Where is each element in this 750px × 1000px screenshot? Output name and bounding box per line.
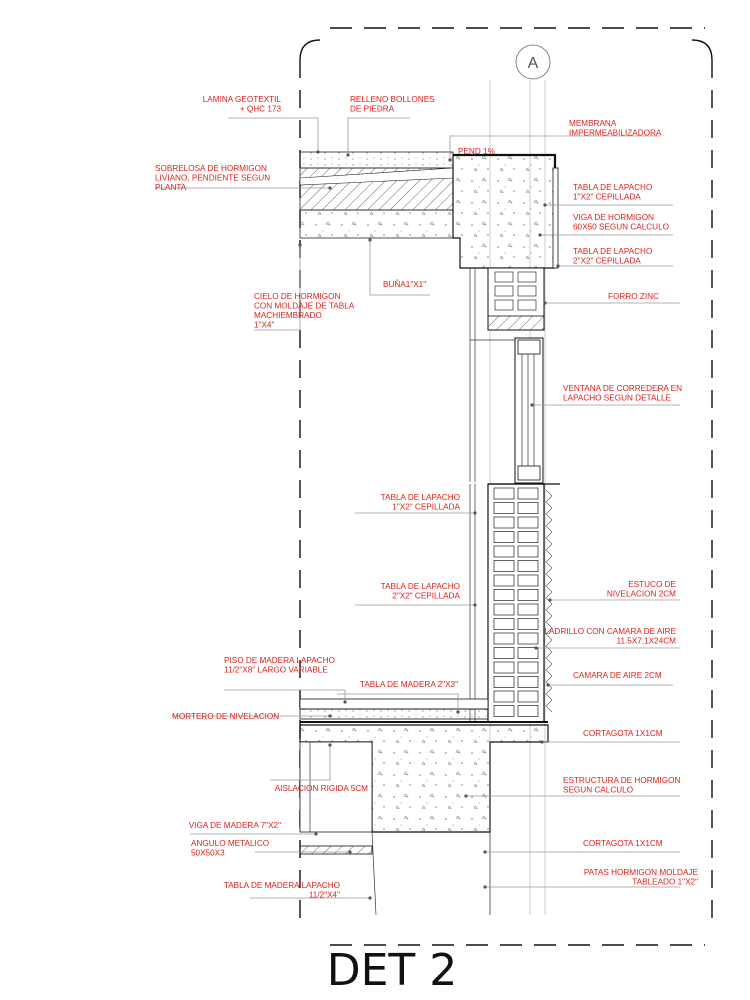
label-tabla4: TABLA DE LAPACHO 2"X2" CEPILLADA <box>380 582 460 601</box>
leader-dot-angulo <box>348 850 351 853</box>
label-tabla3: TABLA DE LAPACHO 1"X2" CEPILLADA <box>380 493 460 512</box>
leader-dot-aislacion <box>328 743 331 746</box>
section-marker: A <box>527 55 539 72</box>
leader-dot-membrana <box>448 158 451 161</box>
leader-relleno <box>348 118 410 155</box>
detail-title: DET 2 <box>326 945 458 996</box>
leader-dot-tablamadera <box>456 710 459 713</box>
leader-dot-ladrillo <box>534 646 537 649</box>
leader-dot-tabla4 <box>473 603 476 606</box>
label-estuco: ESTUCO DE NIVELACION 2CM <box>606 580 676 599</box>
label-angulo: ANGULO METALICO 50X50X3 <box>191 839 270 858</box>
brick-wall <box>470 484 560 722</box>
label-patas: PATAS HORMIGON MOLDAJE TABLEADO 1"X2" <box>583 868 698 887</box>
label-tablamadera: TABLA DE MADERA 2"X3" <box>359 680 458 689</box>
upper-brick-band <box>470 268 544 340</box>
label-ladrillo: LADRILLO CON CAMARA DE AIRE 11.5X7.1X24CM <box>544 627 676 646</box>
leader-dot-piso <box>343 700 346 703</box>
leader-dot-tablamadera2 <box>368 896 371 899</box>
label-sobrelosa: SOBRELOSA DE HORMIGON LIVIANO, PENDIENTE SEGUN PLANTA <box>155 164 271 192</box>
leader-dot-cortagota2 <box>483 850 486 853</box>
label-aislacion: AISLACION RIGIDA 5CM <box>274 784 368 793</box>
leader-dot-ventana <box>530 403 533 406</box>
leader-dot-estructura <box>464 794 467 797</box>
label-membrana: MEMBRANA IMPERMEABILIZADORA <box>569 119 662 138</box>
label-buna: BUÑA1"X1" <box>383 280 427 289</box>
label-tabla1: TABLA DE LAPACHO 1"X2" CEPILLADA <box>573 183 653 202</box>
leader-dot-mortero <box>328 714 331 717</box>
leader-dot-camara <box>546 683 549 686</box>
label-tablamadera2: TABLA DE MADERA LAPACHO 11/2"X4" <box>223 881 340 900</box>
leader-dot-buna <box>368 238 371 241</box>
leader-lamina <box>228 118 318 152</box>
label-ventana: VENTANA DE CORREDERA EN LAPACHO SEGUN DETALLE <box>563 384 683 403</box>
leader-dot-viga <box>538 233 541 236</box>
label-forro: FORRO ZINC <box>608 292 659 301</box>
leader-dot-vigamadera <box>314 832 317 835</box>
label-cortagota1: CORTAGOTA 1X1CM <box>583 729 663 738</box>
leader-dot-estuco <box>548 598 551 601</box>
leader-dot-lamina <box>316 150 319 153</box>
label-tabla2: TABLA DE LAPACHO 2"X2" CEPILLADA <box>573 247 653 266</box>
label-pend: PEND 1% <box>458 147 495 156</box>
label-viga: VIGA DE HORMIGON 60X50 SEGUN CALCULO <box>573 213 670 232</box>
label-cortagota2: CORTAGOTA 1X1CM <box>583 839 663 848</box>
roof-assembly <box>300 152 558 268</box>
label-lamina: LAMINA GEOTEXTIL + QHC 173 <box>202 95 281 114</box>
label-camara: CAMARA DE AIRE 2CM <box>573 671 662 680</box>
label-cielo: CIELO DE HORMIGON CON MOLDAJE DE TABLA MACHIEMBRADO 1"X4" <box>254 292 355 330</box>
label-relleno: RELLENO BOLLONES DE PIEDRA <box>350 95 435 114</box>
leader-dot-tabla1 <box>543 203 546 206</box>
leader-dot-tabla3 <box>473 511 476 514</box>
leader-dot-relleno <box>346 153 349 156</box>
leader-dot-patas <box>483 885 486 888</box>
leader-dot-tabla2 <box>556 264 559 267</box>
leader-dot-forro <box>543 301 546 304</box>
leader-dot-cielo <box>298 243 301 246</box>
sliding-window <box>470 338 543 483</box>
label-estructura: ESTRUCTURA DE HORMIGON SEGUN CALCULO <box>563 776 681 795</box>
leader-dot-sobrelosa <box>328 186 331 189</box>
label-vigamadera: VIGA DE MADERA 7"X2" <box>188 821 281 830</box>
label-mortero: MORTERO DE NIVELACION <box>172 712 280 721</box>
label-piso: PISO DE MADERA LAPACHO 11/2"X8" LARGO VARIABLE <box>224 656 335 675</box>
leader-dot-cortagota1 <box>540 740 543 743</box>
